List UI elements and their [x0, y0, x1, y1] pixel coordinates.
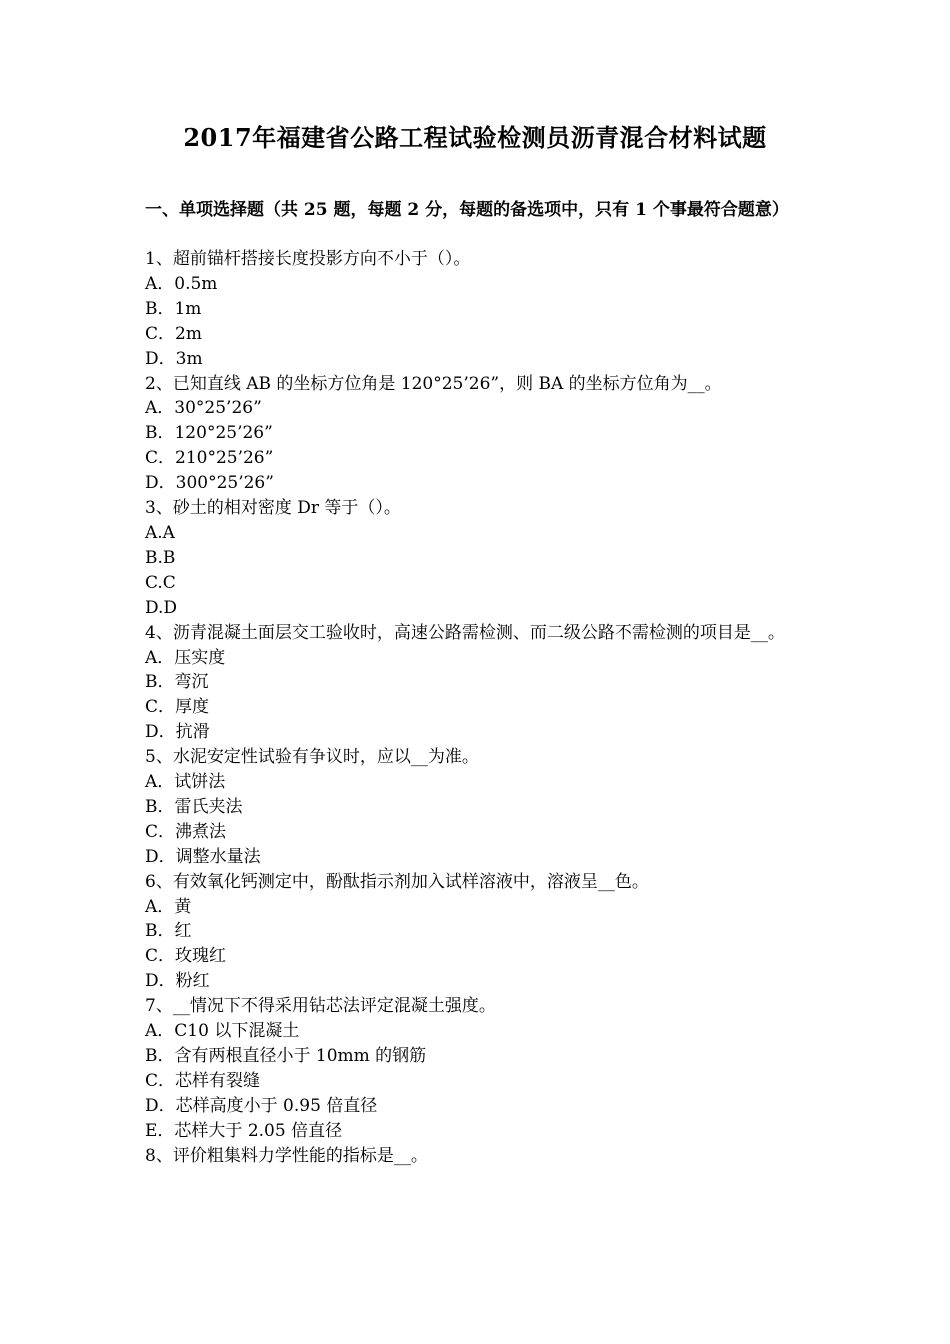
option-a: A．C10 以下混凝土 [145, 1021, 300, 1042]
option-d: D．芯样高度小于 0.95 倍直径 [145, 1095, 378, 1116]
option-b: B.B [145, 547, 176, 568]
option-c: C．芯样有裂缝 [145, 1070, 261, 1091]
option-a: A．0.5m [145, 273, 218, 294]
question-list [145, 247, 815, 1169]
option-c: C．210°25’26” [145, 448, 274, 469]
question-5 [145, 745, 815, 870]
page-title: 2017年福建省公路工程试验检测员沥青混合材料试题 [183, 123, 767, 152]
option-b: B．红 [145, 921, 192, 942]
option-d: D．300°25’26” [145, 473, 274, 494]
question-8 [145, 1144, 815, 1169]
question-stem: 3、砂土的相对密度 Dr 等于（）。 [145, 498, 401, 519]
option-c: C．玫瑰红 [145, 946, 227, 967]
option-b: B．弯沉 [145, 672, 209, 693]
question-stem: 7、__情况下不得采用钻芯法评定混凝土强度。 [145, 996, 496, 1017]
question-stem: 6、有效氧化钙测定中，酚酞指示剂加入试样溶液中，溶液呈__色。 [145, 871, 649, 892]
option-d: D.D [145, 597, 178, 618]
question-7 [145, 994, 815, 1143]
option-e: E．芯样大于 2.05 倍直径 [145, 1120, 343, 1141]
option-b: B．含有两根直径小于 10mm 的钢筋 [145, 1046, 427, 1066]
option-b: B．1m [145, 298, 202, 319]
question-6 [145, 870, 815, 995]
question-4 [145, 621, 815, 746]
question-1 [145, 247, 815, 372]
option-d: D．抗滑 [145, 722, 210, 743]
option-d: D．3m [145, 348, 203, 369]
question-stem: 5、水泥安定性试验有争议时，应以__为准。 [145, 747, 479, 768]
section-heading: 一、单项选择题（共 25 题，每题 2 分，每题的备选项中，只有 1 个事最符合题意） [145, 200, 789, 220]
question-3 [145, 496, 815, 621]
option-b: B．120°25’26” [145, 423, 273, 444]
question-stem: 2、已知直线 AB 的坐标方位角是 120°25’26”，则 BA 的坐标方位角为__。 [145, 373, 722, 394]
option-c: C．沸煮法 [145, 821, 227, 842]
question-2 [145, 372, 815, 497]
option-a: A．黄 [145, 896, 192, 917]
option-a: A.A [145, 522, 175, 543]
option-d: D．调整水量法 [145, 846, 261, 867]
option-a: A．30°25’26” [145, 398, 262, 419]
option-d: D．粉红 [145, 971, 210, 992]
option-a: A．试饼法 [145, 772, 226, 793]
option-a: A．压实度 [145, 647, 226, 668]
question-stem: 4、沥青混凝土面层交工验收时，高速公路需检测、而二级公路不需检测的项目是__。 [145, 622, 785, 643]
option-c: C．2m [145, 323, 202, 344]
question-stem: 1、超前锚杆搭接长度投影方向不小于（）。 [145, 249, 471, 269]
option-b: B．雷氏夹法 [145, 796, 243, 817]
option-c: C.C [145, 572, 176, 593]
question-stem: 8、评价粗集料力学性能的指标是__。 [145, 1145, 428, 1166]
option-c: C．厚度 [145, 697, 210, 718]
